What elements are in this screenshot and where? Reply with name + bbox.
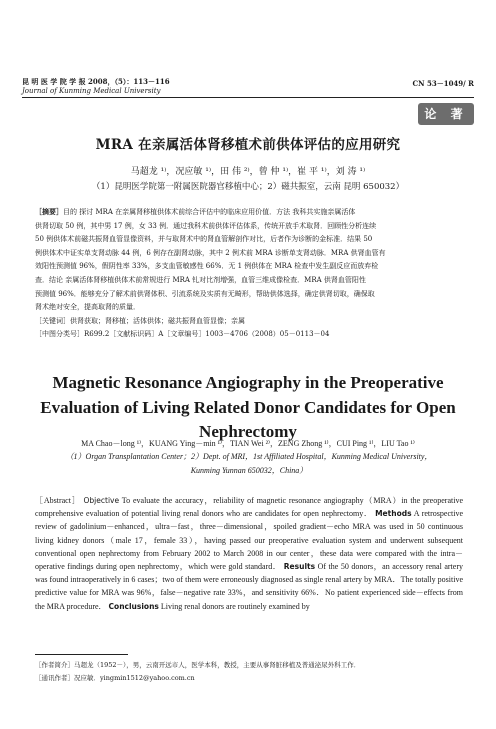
chinese-affiliations: （1）昆明医学院第一附属医院器官移植中心；2）磁共振室，云南 昆明 650032） bbox=[91, 182, 405, 192]
objective-label: Objective bbox=[83, 496, 120, 505]
cn-code: CN 53－1049/ R bbox=[412, 79, 474, 88]
chinese-abstract-line: 50 例供体术前磁共振肾血管显像资料，并与取肾术中的肾血管解剖作对比，后者作为诊断的金标准．结果 50 bbox=[35, 235, 373, 244]
footnote-rule bbox=[35, 654, 128, 655]
author-intro-footnote: ［作者简介］马超龙（1952－），男，云南开远市人，医学本科，教授，主要从事肾脏移植及普通泌尿外科工作． bbox=[35, 661, 361, 669]
chinese-title: MRA 在亲属活体肾移植术前供体评估的应用研究 bbox=[95, 137, 401, 153]
chinese-classification: ［中图分类号］R699.2［文献标识码］A［文章编号］1003－4706（2008）05－0113－04 bbox=[35, 330, 330, 339]
methods-label: Methods bbox=[375, 509, 412, 519]
journal-english-name: Journal of Kunming Medical University bbox=[22, 87, 161, 95]
chinese-abstract-line: 预测值 96%．能够充分了解术前供肾体积、引流系统及实质有无畸形，帮助供体选择，确定供肾切取，确保取 bbox=[35, 289, 375, 298]
chinese-abstract-line: 供肾切取 50 例，其中男 17 例，女 33 例．通过我科术前供体评估体系，传统开放手术取肾．回顾性分析连续 bbox=[35, 221, 377, 230]
english-title-line: Magnetic Resonance Angiography in the Preoperative bbox=[52, 373, 444, 392]
english-affiliations: （1）Organ Transplantation Center；2）Dept. of MRI，1st Affiliated Hospital，Kunming Medical University， Kunming Yunnan 650032，China） bbox=[65, 452, 433, 475]
chinese-authors: 马超龙 ¹⁾，况应敏 ¹⁾，田 伟 ²⁾，曾 仲 ¹⁾，崔 平 ¹⁾，刘 涛 ¹⁾ bbox=[130, 167, 366, 177]
section-badge: 论 著 bbox=[418, 103, 474, 125]
conclusions-label: Conclusions bbox=[108, 601, 159, 611]
header-rule bbox=[22, 97, 474, 98]
chinese-abstract-label: ［摘要］ bbox=[35, 207, 63, 216]
chinese-abstract-line: 例供体术中证实单支肾动脉 44 例，6 例存在副肾动脉，其中 2 例术前 MRA 诊断单支肾动脉．MRA 供肾血管有 bbox=[35, 248, 386, 257]
journal-citation: 昆 明 医 学 院 学 报 2008，（5）：113－116 bbox=[22, 77, 170, 86]
chinese-abstract-line: 查．结论 亲属活体肾移植供体术前常规进行 MRA 钆对比剂增强，血管三维成像检查．MRA 供肾血管阳性 bbox=[35, 275, 366, 284]
results-label: Results bbox=[283, 562, 316, 572]
english-title-line: Nephrectomy bbox=[199, 422, 297, 441]
english-authors: MA Chao－long ¹⁾，KUANG Ying－min ¹⁾，TIAN Wei ²⁾，ZENG Zhong ¹⁾，CUI Ping ¹⁾，LIU Tao ¹⁾ bbox=[81, 439, 415, 448]
english-title bbox=[0, 371, 496, 445]
chinese-abstract-line: 效阳性预测值 96%，假阴性率 33%，多支血管敏感性 66%．无 1 例供体在 MRA 检查中发生副反应而放弃检 bbox=[35, 262, 379, 271]
chinese-keywords: ［关键词］供肾获取；肾移植；活体供体；磁共振肾血管显像；亲属 bbox=[35, 316, 245, 325]
english-abstract-label: ［Abstract］ bbox=[35, 496, 81, 505]
english-title-line: Evaluation of Living Related Donor Candidates for Open bbox=[40, 397, 456, 417]
chinese-abstract-line: 肾术绝对安全，提高取肾的质量． bbox=[35, 303, 140, 312]
chinese-abstract bbox=[35, 205, 463, 342]
chinese-abstract-line: ［摘要］目的 探讨 MRA 在亲属肾移植供体术前综合评估中的临床应用价值．方法 我科共实施亲属活体 bbox=[35, 207, 356, 216]
corresponding-author-footnote: ［通讯作者］况应敏．yingmin1512@yahoo.com.cn bbox=[35, 674, 195, 682]
english-abstract: ［Abstract］ Objective To evaluate the accuracy，reliability of magnetic resonance angiography（MRA）in the preoperative comprehensive evaluation of potential living renal donors who are candidates for open nephrectomy． Methods A retrospective review of gadolinium－enhanced，ultra－fast，three－dimensional，spoiled gradient－echo MRA was used in 50 continuous living kidney donors（male 17，female 33），having passed our preoperative evaluation system and underwent subsequent conventional open nephrectomy from February 2002 to March 2008 in our center，these data were compared with the intra－operative findings during open nephrectomy，which were gold standard． Results Of the 50 donors，an accessory renal artery was found intraoperatively in 6 cases；two of them were erroneously diagnosed as single renal artery by MRA．The totally positive predictive value for MRA was 96%，false－negative rate 33%，and sensitivity 66%．No patient experienced side－effects from the MRA procedure． Conclusions Living renal donors are routinely examined by bbox=[35, 496, 464, 611]
